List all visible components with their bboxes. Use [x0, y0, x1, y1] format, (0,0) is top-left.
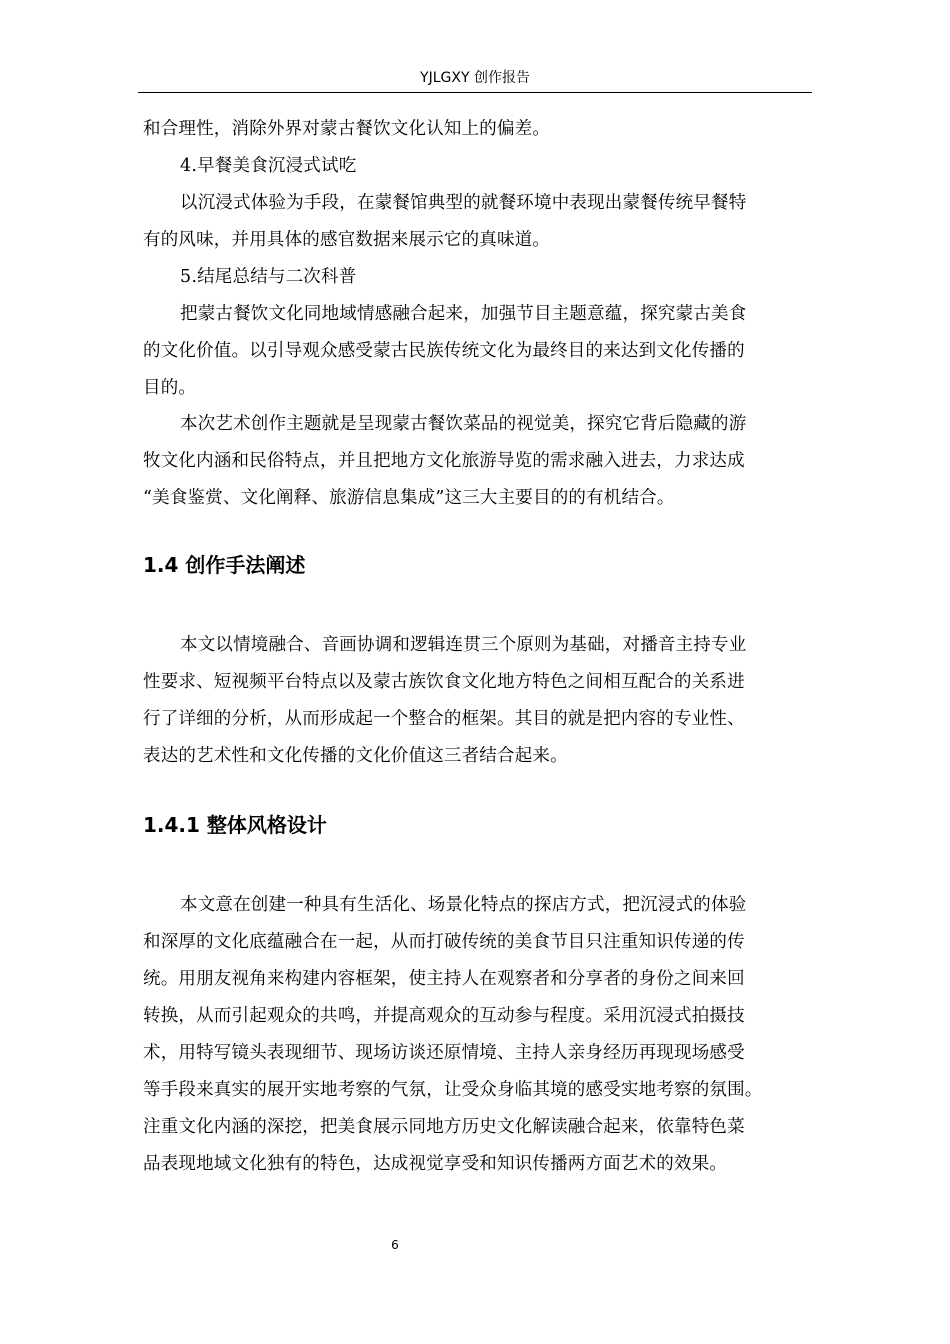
section-heading: 1.4 创作手法阐述 — [143, 553, 306, 577]
header-title: YJLGXY 创作报告 — [420, 70, 530, 86]
paragraph-line: 表达的艺术性和文化传播的文化价值这三者结合起来。 — [143, 746, 568, 766]
list-item-heading: 4.早餐美食沉浸式试吃 — [180, 156, 357, 176]
paragraph-line: 有的风味，并用具体的感官数据来展示它的真味道。 — [143, 230, 551, 250]
paragraph-line: 等手段来真实的展开实地考察的气氛，让受众身临其境的感受实地考察的氛围。 — [143, 1080, 763, 1100]
paragraph-line: 本文意在创建一种具有生活化、场景化特点的探店方式，把沉浸式的体验 — [180, 895, 747, 915]
paragraph-line: 行了详细的分析，从而形成起一个整合的框架。其目的就是把内容的专业性、 — [143, 709, 745, 729]
paragraph-line: 术，用特写镜头表现细节、现场访谈还原情境、主持人亲身经历再现现场感受 — [143, 1043, 745, 1063]
paragraph-line: 以沉浸式体验为手段，在蒙餐馆典型的就餐环境中表现出蒙餐传统早餐特 — [180, 193, 747, 213]
paragraph-line: 的文化价值。以引导观众感受蒙古民族传统文化为最终目的来达到文化传播的 — [143, 341, 745, 361]
paragraph-line: 目的。 — [143, 378, 197, 398]
paragraph-line: 本次艺术创作主题就是呈现蒙古餐饮菜品的视觉美，探究它背后隐藏的游 — [180, 414, 747, 434]
paragraph-line: 和深厚的文化底蕴融合在一起，从而打破传统的美食节目只注重知识传递的传 — [143, 932, 745, 952]
paragraph-line: 品表现地域文化独有的特色，达成视觉享受和知识传播两方面艺术的效果。 — [143, 1154, 728, 1174]
paragraph-line: 统。用朋友视角来构建内容框架，使主持人在观察者和分享者的身份之间来回 — [143, 969, 745, 989]
paragraph-line: 转换，从而引起观众的共鸣，并提高观众的互动参与程度。采用沉浸式拍摄技 — [143, 1006, 745, 1026]
paragraph-line: 牧文化内涵和民俗特点，并且把地方文化旅游导览的需求融入进去，力求达成 — [143, 451, 745, 471]
paragraph-line: 性要求、短视频平台特点以及蒙古族饮食文化地方特色之间相互配合的关系进 — [143, 672, 745, 692]
subsection-heading: 1.4.1 整体风格设计 — [143, 813, 327, 837]
header-divider — [138, 92, 812, 93]
page-number: 6 — [391, 1238, 399, 1252]
paragraph-line: 把蒙古餐饮文化同地域情感融合起来，加强节目主题意蕴，探究蒙古美食 — [180, 304, 747, 324]
paragraph-line: “美食鉴赏、文化阐释、旅游信息集成”这三大主要目的的有机结合。 — [143, 488, 675, 508]
paragraph-line: 本文以情境融合、音画协调和逻辑连贯三个原则为基础，对播音主持专业 — [180, 635, 747, 655]
paragraph-line: 注重文化内涵的深挖，把美食展示同地方历史文化解读融合起来，依靠特色菜 — [143, 1117, 745, 1137]
paragraph-line: 和合理性，消除外界对蒙古餐饮文化认知上的偏差。 — [143, 119, 551, 139]
list-item-heading: 5.结尾总结与二次科普 — [180, 267, 357, 287]
